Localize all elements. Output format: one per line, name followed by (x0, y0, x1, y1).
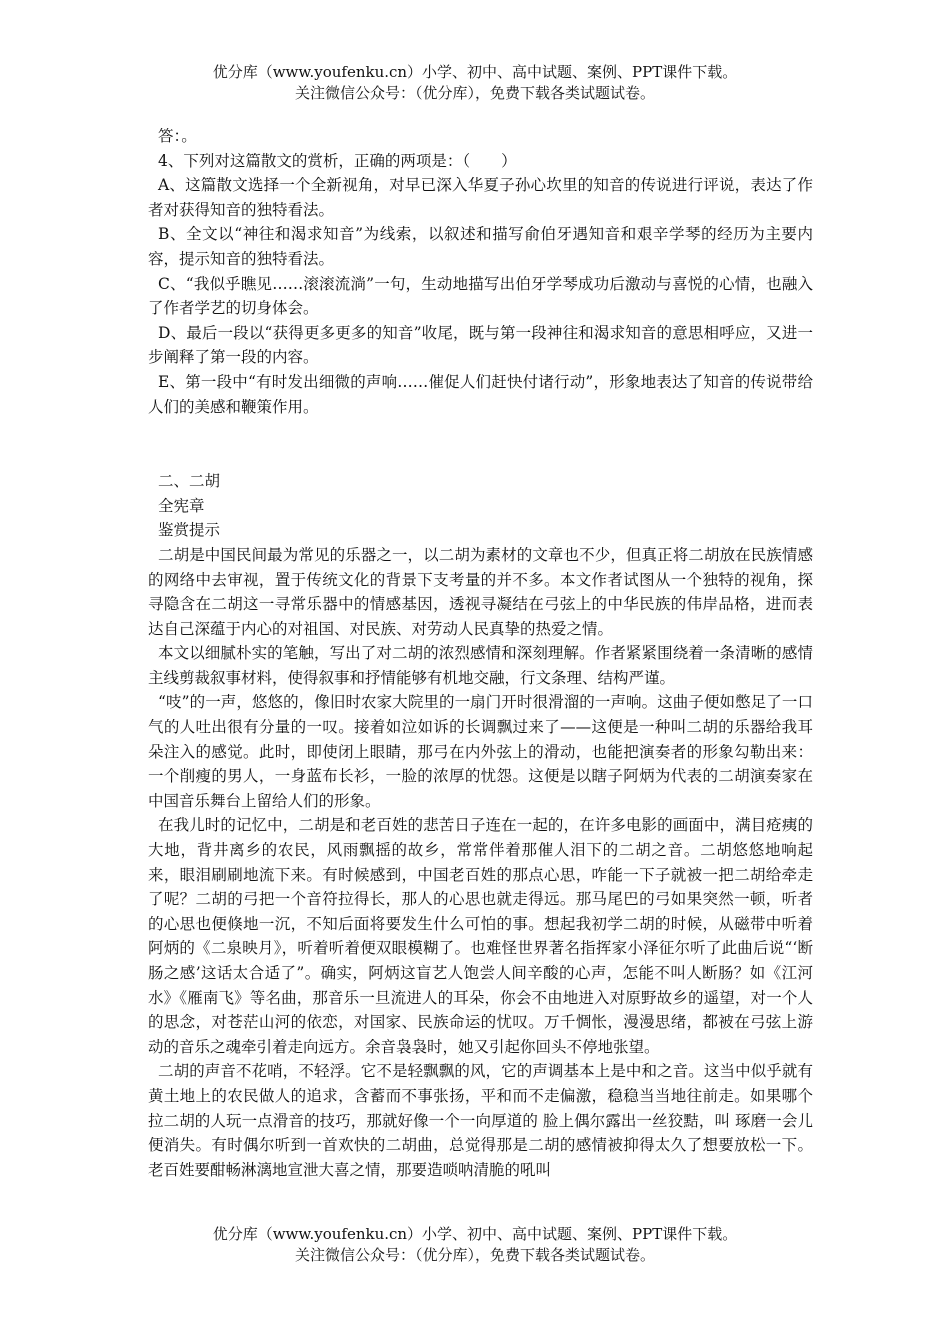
header-line-2: 关注微信公众号：（优分库），免费下载各类试题试卷。 (294, 84, 655, 102)
paragraph-4: 在我儿时的记忆中，二胡是和老百姓的悲苦日子连在一起的，在许多电影的画面中，满目疮痍的大地，背井离乡的农民，风雨飘摇的故乡，常常伴着那催人泪下的二胡之音。二胡悠悠地响起来，眼泪刷刷地流下来。有时候感到，中国老百姓的那点心思，咋能一下子就被一把二胡给牵走了呢？二胡的弓把一个音符拉得长，那人的心思也就走得远。那马尾巴的弓如果突然一顿，听者的心思也便倏地一沉，不知后面将要发生什么可怕的事。想起我初学二胡的时候，从磁带中听着阿炳的《二泉映月》，听着听着便双眼模糊了。也难怪世界著名指挥家小泽征尔听了此曲后说“‘断肠之感’这话太合适了”。确实，阿炳这盲艺人饱尝人间辛酸的心声，怎能不叫人断肠？如《江河水》《雁南飞》等名曲，那音乐一旦流进人的耳朵，你会不由地进入对原野故乡的遥望，对一个人的思念，对苍茫山河的依恋，对国家、民族命运的忧叹。万千惆怅，漫漫思绪，都被在弓弦上游动的音乐之魂牵引着走向远方。余音袅袅时，她又引起你回头不停地张望。 (148, 816, 813, 1056)
option-b: B、全文以“神往和渴求知音”为线索，以叙述和描写俞伯牙遇知音和艰辛学琴的经历为主要内容，提示知音的独特看法。 (148, 225, 813, 268)
option-a: A、这篇散文选择一个全新视角，对早已深入华夏子孙心坎里的知音的传说进行评说，表达了作者对获得知音的独特看法。 (148, 176, 813, 219)
section-gap (148, 419, 813, 469)
footer-line-2: 关注微信公众号：（优分库），免费下载各类试题试卷。 (294, 1246, 655, 1264)
article-author: 全宪章 (158, 496, 205, 515)
option-c: C、“我似乎瞧见……滚滚流淌”一句，生动地描写出伯牙学琴成功后激动与喜悦的心情，也融入了作者学艺的切身体会。 (148, 274, 813, 318)
question-4-stem: 4、下列对这篇散文的赏析，正确的两项是：（ ） (158, 151, 517, 170)
option-d: D、最后一段以“获得更多更多的知音”收尾，既与第一段神往和渴求知音的意思相呼应，又进一步阐释了第一段的内容。 (148, 323, 813, 367)
paragraph-2: 本文以细腻朴实的笔触，写出了对二胡的浓烈感情和深刻理解。作者紧紧围绕着一条清晰的感情主线剪裁叙事材料，使得叙事和抒情能够有机地交融，行文条理、结构严谨。 (148, 644, 813, 687)
answer-line: 答：。 (158, 127, 197, 145)
footer-line-1: 优分库（www.youfenku.cn）小学、初中、高中试题、案例、PPT课件下载。 (212, 1225, 738, 1243)
section-title: 二、二胡 (158, 472, 221, 491)
paragraph-1: 二胡是中国民间最为常见的乐器之一，以二胡为素材的文章也不少，但真正将二胡放在民族情感的网络中去审视，置于传统文化的背景下支考量的并不多。本文作者试图从一个独特的视角，探寻隐含在二胡这一寻常乐器中的情感基因，透视寻凝结在弓弦上的中华民族的伟岸品格，进而表达自己深蕴于内心的对祖国、对民族、对劳动人民真挚的热爱之情。 (148, 545, 813, 638)
page-header (0, 62, 950, 104)
appreciation-label: 鉴赏提示 (158, 521, 221, 540)
option-e: E、第一段中“有时发出细微的声响……催促人们赶快付诸行动”，形象地表达了知音的传说带给人们的美感和鞭策作用。 (148, 372, 813, 416)
page-footer (0, 1224, 950, 1266)
paragraph-3: “吱”的一声，悠悠的，像旧时农家大院里的一扇门开时很滑溜的一声响。这曲子便如憋足了一口气的人吐出很有分量的一叹。接着如泣如诉的长调飘过来了——这便是一种叫二胡的乐器给我耳朵注入的感觉。此时，即使闭上眼睛，那弓在内外弦上的滑动，也能把演奏者的形象勾勒出来：一个削瘦的男人，一身蓝布长衫，一脸的浓厚的忧怨。这便是以瞎子阿炳为代表的二胡演奏家在中国音乐舞台上留给人们的形象。 (148, 693, 813, 810)
document-body (148, 124, 813, 1182)
header-line-1: 优分库（www.youfenku.cn）小学、初中、高中试题、案例、PPT课件下载。 (212, 63, 738, 81)
paragraph-5: 二胡的声音不花哨，不轻浮。它不是轻飘飘的风，它的声调基本上是中和之音。这当中似乎就有黄土地上的农民做人的追求，含蓄而不事张扬，平和而不走偏激，稳稳当当地往前走。如果哪个拉二胡的人玩一点滑音的技巧，那就好像一个一向厚道的 脸上偶尔露出一丝狡黠，叫 琢磨一会儿便消失。有时偶尔听到一首欢快的二胡曲，总觉得那是二胡的感情被抑得太久了想要放松一下。老百姓要酣畅淋漓地宣泄大喜之情，那要造唢呐清脆的吼叫 (148, 1062, 813, 1179)
